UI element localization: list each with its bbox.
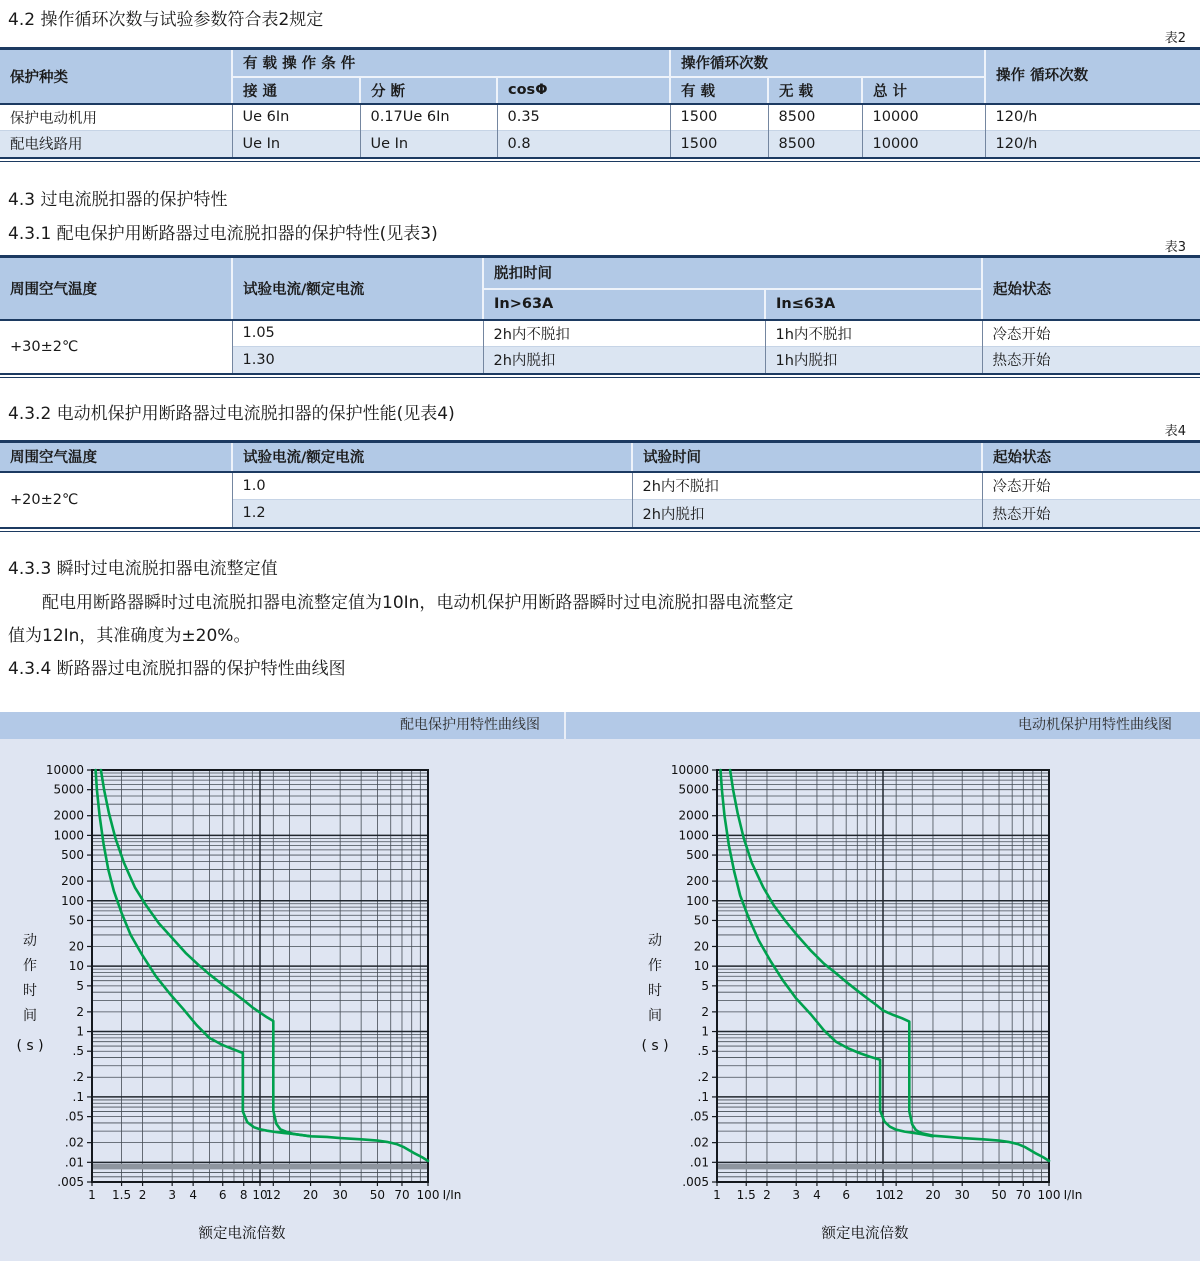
paragraph-line-2: 值为12In，其准确度为±20%。 <box>8 626 251 646</box>
table-header-cell: In>63A <box>483 289 765 320</box>
svg-text:1.5: 1.5 <box>112 1188 132 1202</box>
x-axis-ticks <box>88 1182 461 1202</box>
table-cell: Ue In <box>232 131 360 158</box>
svg-text:10000: 10000 <box>670 763 709 777</box>
svg-text:4: 4 <box>813 1188 821 1202</box>
table-cell: 1.2 <box>232 500 632 528</box>
table-header-cell: 起始状态 <box>982 257 1200 320</box>
table-header-cell: 有 载 <box>670 77 768 104</box>
svg-text:.02: .02 <box>689 1135 709 1150</box>
svg-text:间: 间 <box>23 1008 37 1024</box>
table-header-cell: 无 载 <box>768 77 862 104</box>
svg-text:2: 2 <box>138 1188 147 1202</box>
table-header-cell: cosΦ <box>497 77 670 104</box>
svg-text:50: 50 <box>991 1188 1007 1202</box>
svg-text:20: 20 <box>302 1188 319 1202</box>
svg-text:5: 5 <box>76 978 84 993</box>
table3-caption: 表3 <box>1164 240 1186 255</box>
svg-text:10: 10 <box>693 959 709 974</box>
svg-text:.005: .005 <box>57 1175 84 1189</box>
table-cell: 8500 <box>768 104 862 131</box>
svg-text:.5: .5 <box>697 1044 709 1059</box>
svg-text:100: 100 <box>61 893 84 908</box>
table-cell: 2h内不脱扣 <box>632 472 982 500</box>
svg-text:5000: 5000 <box>678 782 709 797</box>
svg-text:200: 200 <box>61 874 84 889</box>
table-cell: 2h内脱扣 <box>483 347 765 374</box>
shaded-band <box>92 1164 428 1170</box>
table-cell: 10000 <box>862 104 985 131</box>
svg-text:.005: .005 <box>682 1175 709 1189</box>
section-heading-4-3-1: 4.3.1 配电保护用断路器过电流脱扣器的保护特性(见表3) <box>8 224 438 244</box>
table-cell: 2h内不脱扣 <box>483 320 765 347</box>
svg-text:时: 时 <box>23 983 37 999</box>
svg-text:2: 2 <box>763 1188 771 1202</box>
svg-text:( s ): ( s ) <box>16 1038 44 1054</box>
table-cell: 120/h <box>985 104 1200 131</box>
table-row <box>0 257 1200 289</box>
table-row <box>0 442 1200 472</box>
table-cell: 冷态开始 <box>982 472 1200 500</box>
table-header-cell: In≤63A <box>765 289 982 320</box>
svg-text:间: 间 <box>648 1008 662 1024</box>
y-axis-label <box>16 932 43 1054</box>
svg-text:8: 8 <box>239 1188 248 1202</box>
table-cell: 1.30 <box>232 347 483 374</box>
table-cell: 热态开始 <box>982 347 1200 374</box>
table-header-cell: 操作 循环次数 <box>985 49 1200 104</box>
svg-text:200: 200 <box>686 874 709 889</box>
table-header-cell: 操作循环次数 <box>670 49 985 77</box>
table-3-distribution-protection <box>0 255 1200 375</box>
table-cell: 1500 <box>670 131 768 158</box>
table-header-cell: 有 载 操 作 条 件 <box>232 49 670 77</box>
section-heading-4-2: 4.2 操作循环次数与试验参数符合表2规定 <box>8 10 324 30</box>
table-header-cell: 分 断 <box>360 77 497 104</box>
table-row <box>0 472 1200 500</box>
table-header-cell: 脱扣时间 <box>483 257 982 289</box>
svg-text:20: 20 <box>693 939 709 954</box>
y-axis-label <box>641 932 668 1054</box>
svg-text:2000: 2000 <box>678 808 709 823</box>
svg-text:作: 作 <box>648 958 662 974</box>
table-cell: 2h内脱扣 <box>632 500 982 528</box>
table-header-cell: 起始状态 <box>982 442 1200 472</box>
table-cell: Ue In <box>360 131 497 158</box>
svg-text:10: 10 <box>68 959 84 974</box>
y-axis-ticks <box>46 763 92 1189</box>
table-cell: 1500 <box>670 104 768 131</box>
svg-text:2: 2 <box>76 1004 84 1019</box>
y-axis-ticks <box>671 763 717 1189</box>
svg-text:I/In: I/In <box>1063 1188 1083 1202</box>
table-cell: 1.0 <box>232 472 632 500</box>
svg-text:.2: .2 <box>72 1070 84 1085</box>
svg-text:3: 3 <box>792 1188 801 1202</box>
table-cell: Ue 6In <box>232 104 360 131</box>
table-cell: +20±2℃ <box>0 472 232 528</box>
svg-text:20: 20 <box>925 1188 941 1202</box>
svg-text:5: 5 <box>701 978 709 993</box>
section-heading-4-3-3: 4.3.3 瞬时过电流脱扣器电流整定值 <box>8 559 278 579</box>
svg-text:1000: 1000 <box>53 828 84 843</box>
svg-text:动: 动 <box>23 933 37 949</box>
shaded-band <box>717 1164 1049 1170</box>
svg-text:.5: .5 <box>72 1044 84 1059</box>
svg-text:I/In: I/In <box>442 1188 462 1202</box>
table-cell: 配电线路用 <box>0 131 232 158</box>
svg-text:30: 30 <box>954 1188 970 1202</box>
table-header-cell: 试验电流/额定电流 <box>232 442 632 472</box>
table2-caption: 表2 <box>1164 31 1186 46</box>
band-divider <box>564 712 566 739</box>
svg-text:.1: .1 <box>72 1089 84 1104</box>
table-cell: 1.05 <box>232 320 483 347</box>
table2-wrapper <box>0 47 1200 162</box>
trip-curve-min-hot <box>96 770 311 1136</box>
table-row <box>0 131 1200 158</box>
table-cell: 0.8 <box>497 131 670 158</box>
table-header-cell: 试验时间 <box>632 442 982 472</box>
table-cell: 保护电动机用 <box>0 104 232 131</box>
svg-text:1.5: 1.5 <box>736 1188 756 1202</box>
svg-text:1: 1 <box>76 1024 84 1039</box>
svg-text:10: 10 <box>875 1188 891 1202</box>
table-header-cell: 接 通 <box>232 77 360 104</box>
svg-text:500: 500 <box>686 848 709 863</box>
x-axis-ticks <box>713 1182 1082 1202</box>
svg-text:作: 作 <box>23 958 37 974</box>
svg-text:100: 100 <box>416 1188 440 1202</box>
svg-text:.05: .05 <box>689 1109 709 1124</box>
table-row <box>0 49 1200 77</box>
table-row <box>0 320 1200 347</box>
table-2-operation-cycles <box>0 47 1200 159</box>
svg-text:500: 500 <box>61 848 84 863</box>
trip-curve-chart-distribution <box>0 739 600 1261</box>
table-header-cell: 周围空气温度 <box>0 442 232 472</box>
table-cell: 热态开始 <box>982 500 1200 528</box>
chart-title-motor: 电动机保护用特性曲线图 <box>1018 717 1172 733</box>
table-cell: 1h内脱扣 <box>765 347 982 374</box>
table-header-cell: 周围空气温度 <box>0 257 232 320</box>
svg-text:( s ): ( s ) <box>641 1038 669 1054</box>
table-cell: 0.17Ue 6In <box>360 104 497 131</box>
table-cell: 8500 <box>768 131 862 158</box>
section-heading-4-3: 4.3 过电流脱扣器的保护特性 <box>8 190 228 210</box>
table4-wrapper <box>0 440 1200 532</box>
svg-text:6: 6 <box>842 1188 850 1202</box>
svg-text:.02: .02 <box>64 1135 84 1150</box>
table-cell: 冷态开始 <box>982 320 1200 347</box>
table-4-motor-protection <box>0 440 1200 529</box>
trip-curve-chart-motor <box>600 739 1200 1261</box>
svg-text:时: 时 <box>648 983 662 999</box>
trip-curve-min-hot <box>721 770 934 1136</box>
svg-text:.01: .01 <box>689 1155 709 1170</box>
svg-text:50: 50 <box>369 1188 386 1202</box>
svg-text:2000: 2000 <box>53 808 84 823</box>
x-axis-label: 额定电流倍数 <box>821 1226 909 1242</box>
chart-title-distribution: 配电保护用特性曲线图 <box>400 717 540 733</box>
section-heading-4-3-2: 4.3.2 电动机保护用断路器过电流脱扣器的保护性能(见表4) <box>8 404 455 424</box>
svg-text:1: 1 <box>88 1188 96 1202</box>
svg-text:4: 4 <box>189 1188 197 1202</box>
table-cell: 0.35 <box>497 104 670 131</box>
svg-text:6: 6 <box>218 1188 227 1202</box>
table-cell: 120/h <box>985 131 1200 158</box>
svg-text:12: 12 <box>265 1188 281 1202</box>
svg-text:动: 动 <box>648 933 662 949</box>
svg-text:.2: .2 <box>697 1070 709 1085</box>
paragraph-line-1: 配电用断路器瞬时过电流脱扣器电流整定值为10In，电动机保护用断路器瞬时过电流脱扣器电流整定 <box>42 593 794 613</box>
svg-text:100: 100 <box>1037 1188 1061 1202</box>
svg-text:50: 50 <box>693 913 709 928</box>
table-cell: 10000 <box>862 131 985 158</box>
svg-text:1000: 1000 <box>678 828 709 843</box>
svg-text:2: 2 <box>701 1004 709 1019</box>
table-header-cell: 总 计 <box>862 77 985 104</box>
section-heading-4-3-4: 4.3.4 断路器过电流脱扣器的保护特性曲线图 <box>8 659 346 679</box>
svg-text:50: 50 <box>68 913 84 928</box>
table-cell: +30±2℃ <box>0 320 232 374</box>
svg-text:10: 10 <box>252 1188 268 1202</box>
svg-text:.01: .01 <box>64 1155 84 1170</box>
svg-text:12: 12 <box>888 1188 904 1202</box>
table-cell: 1h内不脱扣 <box>765 320 982 347</box>
svg-text:20: 20 <box>68 939 84 954</box>
svg-text:1: 1 <box>701 1024 709 1039</box>
svg-text:.1: .1 <box>697 1089 709 1104</box>
svg-text:1: 1 <box>713 1188 721 1202</box>
svg-text:30: 30 <box>332 1188 348 1202</box>
table-header-cell: 保护种类 <box>0 49 232 104</box>
svg-text:10000: 10000 <box>45 763 84 777</box>
x-axis-label: 额定电流倍数 <box>198 1226 286 1242</box>
table-row <box>0 104 1200 131</box>
table-header-cell: 试验电流/额定电流 <box>232 257 483 320</box>
svg-text:70: 70 <box>394 1188 410 1202</box>
svg-text:3: 3 <box>168 1188 176 1202</box>
svg-text:100: 100 <box>686 893 709 908</box>
table4-caption: 表4 <box>1164 424 1186 439</box>
svg-text:5000: 5000 <box>53 782 84 797</box>
svg-text:.05: .05 <box>64 1109 84 1124</box>
table3-wrapper <box>0 255 1200 378</box>
svg-text:70: 70 <box>1015 1188 1031 1202</box>
